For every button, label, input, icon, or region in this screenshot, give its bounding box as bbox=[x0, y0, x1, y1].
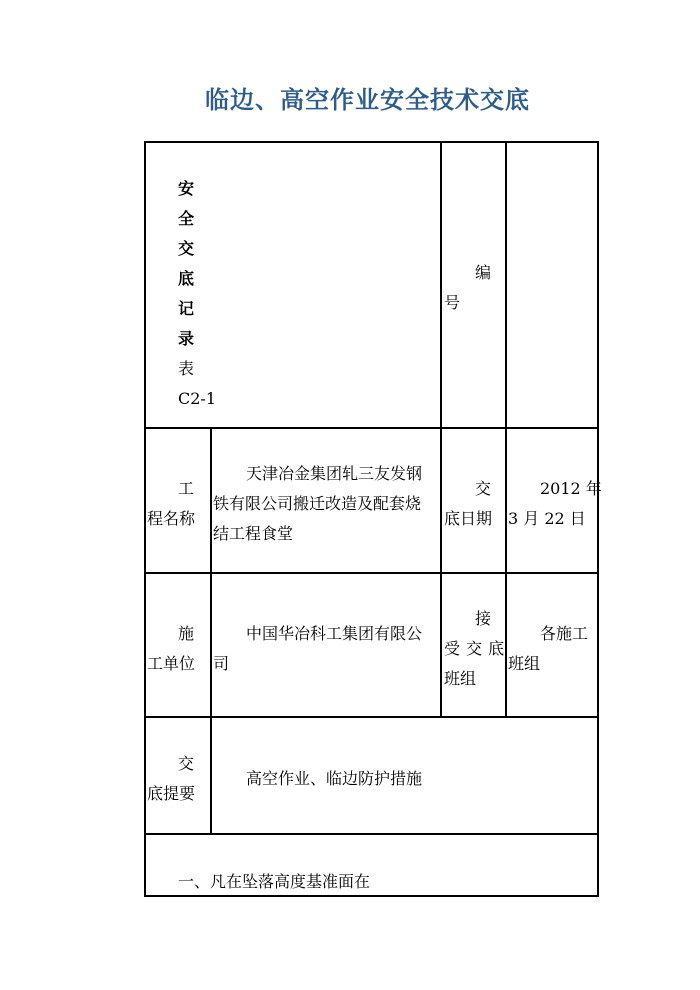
date-value-line1: 2012 年 bbox=[540, 479, 602, 498]
summary-text: 高空作业、临边防护措施 bbox=[246, 769, 423, 788]
date-label-1: 交 bbox=[475, 479, 492, 498]
unit-name-line2: 司 bbox=[213, 654, 230, 673]
disclosure-table bbox=[144, 141, 602, 897]
project-label-1: 工 bbox=[178, 479, 195, 498]
date-label-2: 底日期 bbox=[444, 509, 493, 528]
col-divider bbox=[440, 141, 442, 718]
row-divider bbox=[144, 716, 599, 718]
summary-label-2: 底提要 bbox=[147, 784, 196, 803]
receiver-value-line2: 班组 bbox=[508, 654, 541, 673]
project-name-line2: 铁有限公司搬迁改造及配套烧 bbox=[213, 494, 422, 513]
unit-label-2: 工单位 bbox=[147, 654, 196, 673]
row-divider bbox=[144, 572, 599, 574]
receiver-label-2: 受 交 底 bbox=[444, 639, 505, 658]
number-label-2: 号 bbox=[444, 293, 461, 312]
table-border-right bbox=[597, 141, 599, 897]
project-label-2: 程名称 bbox=[147, 509, 196, 528]
page-title: 临边、高空作业安全技术交底 bbox=[205, 86, 530, 114]
receiver-label-3: 班组 bbox=[444, 669, 477, 688]
number-label-1: 编 bbox=[475, 263, 492, 282]
receiver-label-1: 接 bbox=[475, 609, 492, 628]
summary-label-1: 交 bbox=[178, 754, 195, 773]
unit-name-line1: 中国华冶科工集团有限公 bbox=[246, 624, 423, 643]
col-divider bbox=[210, 427, 212, 835]
content-line: 一、凡在坠落高度基准面在 bbox=[178, 872, 371, 891]
project-name-line1: 天津冶金集团轧三友发钢 bbox=[246, 464, 423, 483]
date-value-line2: 3 月 22 日 bbox=[508, 509, 586, 528]
receiver-value-line1: 各施工 bbox=[540, 624, 589, 643]
table-border-top bbox=[144, 141, 599, 143]
row-divider bbox=[144, 833, 599, 835]
row-divider bbox=[144, 427, 599, 429]
col-divider bbox=[505, 141, 507, 718]
table-border-left bbox=[144, 141, 146, 897]
record-title: 安 全 交 底 记 录 表 C2-1 bbox=[178, 179, 217, 408]
unit-label-1: 施 bbox=[178, 624, 195, 643]
project-name-line3: 结工程食堂 bbox=[213, 524, 294, 543]
